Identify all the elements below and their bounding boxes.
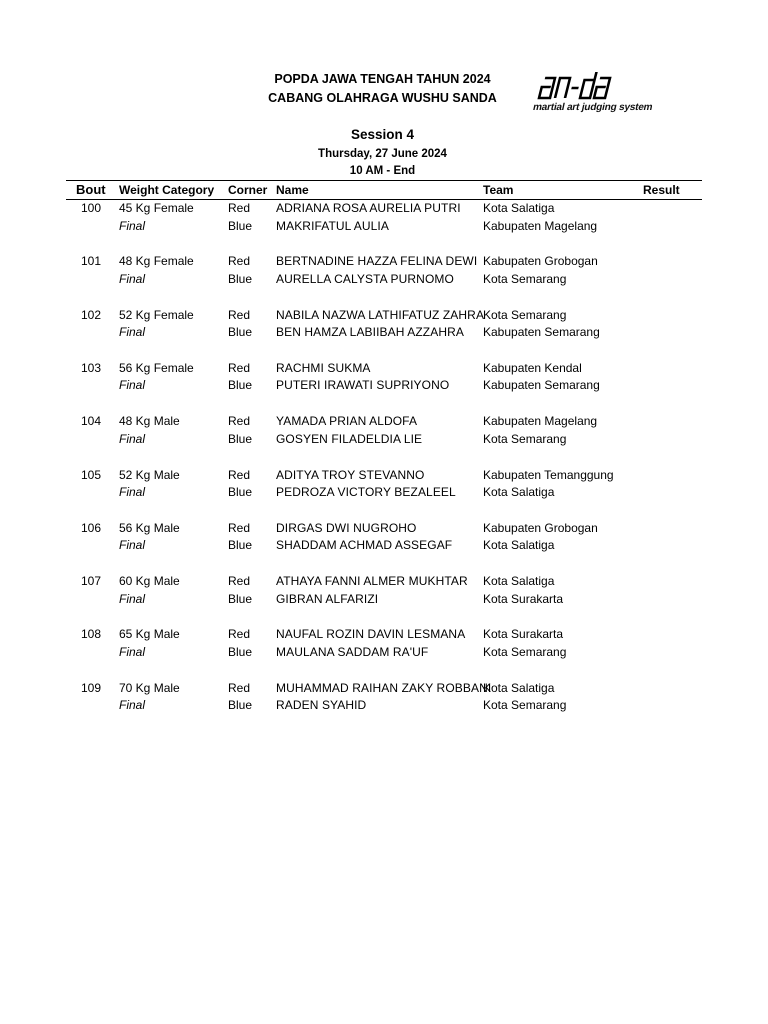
anda-logo: [533, 70, 658, 116]
athlete-name-blue: SHADDAM ACHMAD ASSEGAF: [276, 538, 453, 553]
bout-number: 107: [80, 574, 101, 589]
round-label: Final: [119, 431, 146, 446]
weight-category: 60 Kg Male: [119, 574, 180, 589]
corner-blue: Blue: [228, 325, 253, 340]
column-header-weight-category: Weight Category: [119, 183, 215, 197]
team-blue: Kota Salatiga: [483, 485, 555, 499]
table-row-blue: [0, 217, 768, 235]
weight-category: 52 Kg Female: [119, 307, 194, 322]
title-line-1: POPDA JAWA TENGAH TAHUN 2024: [274, 72, 491, 86]
table-row-blue: [0, 536, 768, 554]
round-label: Final: [119, 538, 146, 553]
athlete-name-blue: BEN HAMZA LABIIBAH AZZAHRA: [276, 325, 464, 340]
athlete-name-blue: GOSYEN FILADELDIA LIE: [276, 431, 423, 446]
bout-number: 108: [80, 627, 101, 642]
bout-number: 104: [80, 414, 101, 429]
table-row-blue: [0, 643, 768, 661]
table-row-red: [0, 679, 768, 697]
round-label: Final: [119, 271, 146, 286]
team-blue: Kota Semarang: [483, 644, 567, 659]
table-row-red: [0, 359, 768, 377]
bout-number: 101: [80, 254, 101, 269]
team-red: Kota Salatiga: [483, 680, 555, 695]
table-row-blue: [0, 590, 768, 608]
column-header-corner: Corner: [228, 183, 268, 197]
athlete-name-red: NAUFAL ROZIN DAVIN LESMANA: [276, 627, 466, 642]
corner-red: Red: [228, 254, 251, 269]
corner-red: Red: [228, 627, 251, 642]
team-red: Kabupaten Kendal: [483, 360, 582, 375]
weight-category: 45 Kg Female: [119, 201, 194, 215]
athlete-name-blue: GIBRAN ALFARIZI: [276, 591, 379, 606]
corner-red: Red: [228, 467, 251, 482]
weight-category: 56 Kg Male: [119, 520, 180, 535]
athlete-name-red: RACHMI SUKMA: [276, 360, 371, 375]
team-blue: Kota Semarang: [483, 271, 567, 286]
corner-blue: Blue: [228, 644, 253, 659]
round-label: Final: [119, 698, 146, 713]
corner-red: Red: [228, 360, 251, 375]
corner-blue: Blue: [228, 698, 253, 713]
corner-blue: Blue: [228, 485, 253, 499]
table-row-blue: [0, 430, 768, 448]
corner-red: Red: [228, 414, 251, 429]
table-row-blue: [0, 270, 768, 288]
table-row-blue: [0, 483, 768, 501]
table-row-red: [0, 199, 768, 217]
column-header-name: Name: [276, 183, 309, 197]
team-red: Kota Salatiga: [483, 574, 555, 589]
corner-blue: Blue: [228, 591, 253, 606]
session-date: Thursday, 27 June 2024: [318, 148, 447, 160]
corner-red: Red: [228, 201, 251, 215]
anda-logo-mark: [533, 70, 658, 102]
weight-category: 70 Kg Male: [119, 680, 180, 695]
team-blue: Kota Semarang: [483, 431, 567, 446]
table-row-red: [0, 306, 768, 324]
table-row-blue: [0, 696, 768, 714]
round-label: Final: [119, 644, 146, 659]
corner-blue: Blue: [228, 271, 253, 286]
corner-blue: Blue: [228, 538, 253, 553]
logo-subtext: martial art judging system: [531, 102, 654, 113]
column-header-result: Result: [643, 183, 680, 197]
round-label: Final: [119, 218, 146, 233]
athlete-name-blue: RADEN SYAHID: [276, 698, 367, 713]
team-red: Kota Salatiga: [483, 201, 555, 215]
athlete-name-red: ATHAYA FANNI ALMER MUKHTAR: [276, 574, 468, 589]
column-header-bout: Bout: [76, 182, 106, 197]
corner-red: Red: [228, 307, 251, 322]
athlete-name-red: ADITYA TROY STEVANNO: [276, 467, 425, 482]
table-row-blue: [0, 323, 768, 341]
round-label: Final: [119, 378, 146, 393]
weight-category: 52 Kg Male: [119, 467, 180, 482]
team-blue: Kabupaten Semarang: [483, 325, 600, 340]
corner-blue: Blue: [228, 431, 253, 446]
team-blue: Kota Salatiga: [483, 538, 555, 553]
athlete-name-red: MUHAMMAD RAIHAN ZAKY ROBBANI: [276, 680, 492, 695]
weight-category: 56 Kg Female: [119, 360, 194, 375]
athlete-name-blue: PEDROZA VICTORY BEZALEEL: [276, 485, 456, 499]
team-blue: Kota Surakarta: [483, 591, 564, 606]
table-row-red: [0, 519, 768, 537]
athlete-name-red: ADRIANA ROSA AURELIA PUTRI: [276, 201, 461, 215]
bout-number: 109: [80, 680, 101, 695]
athlete-name-blue: MAULANA SADDAM RA'UF: [276, 644, 429, 659]
bout-number: 100: [80, 201, 101, 215]
corner-red: Red: [228, 680, 251, 695]
team-blue: Kota Semarang: [483, 698, 567, 713]
title-line-2: CABANG OLAHRAGA WUSHU SANDA: [268, 91, 497, 105]
corner-blue: Blue: [228, 378, 253, 393]
bout-number: 105: [80, 467, 101, 482]
table-row-red: [0, 466, 768, 484]
corner-red: Red: [228, 574, 251, 589]
athlete-name-blue: AURELLA CALYSTA PURNOMO: [276, 271, 454, 286]
table-row-red: [0, 252, 768, 270]
team-red: Kabupaten Grobogan: [483, 254, 598, 269]
session-time: 10 AM - End: [349, 165, 416, 177]
team-red: Kabupaten Grobogan: [483, 520, 598, 535]
athlete-name-blue: PUTERI IRAWATI SUPRIYONO: [276, 378, 450, 393]
athlete-name-red: NABILA NAZWA LATHIFATUZ ZAHRA: [276, 307, 485, 322]
table-row-red: [0, 572, 768, 590]
weight-category: 48 Kg Male: [119, 414, 180, 429]
weight-category: 65 Kg Male: [119, 627, 180, 642]
corner-red: Red: [228, 520, 251, 535]
table-row-red: [0, 625, 768, 643]
session-title: Session 4: [350, 127, 415, 142]
team-red: Kabupaten Temanggung: [483, 467, 614, 482]
team-red: Kabupaten Magelang: [483, 414, 598, 429]
bout-number: 106: [80, 520, 101, 535]
athlete-name-red: BERTNADINE HAZZA FELINA DEWI: [276, 254, 478, 269]
athlete-name-blue: MAKRIFATUL AULIA: [276, 218, 389, 233]
team-blue: Kabupaten Magelang: [483, 218, 598, 233]
team-blue: Kabupaten Semarang: [483, 378, 600, 393]
column-header-team: Team: [483, 183, 514, 197]
athlete-name-red: DIRGAS DWI NUGROHO: [276, 520, 417, 535]
table-row-blue: [0, 376, 768, 394]
round-label: Final: [119, 591, 146, 606]
team-red: Kota Surakarta: [483, 627, 564, 642]
bout-number: 103: [80, 360, 101, 375]
team-red: Kota Semarang: [483, 307, 567, 322]
round-label: Final: [119, 485, 146, 499]
round-label: Final: [119, 325, 146, 340]
weight-category: 48 Kg Female: [119, 254, 194, 269]
corner-blue: Blue: [228, 218, 253, 233]
bout-number: 102: [80, 307, 101, 322]
table-row-red: [0, 412, 768, 430]
athlete-name-red: YAMADA PRIAN ALDOFA: [276, 414, 418, 429]
